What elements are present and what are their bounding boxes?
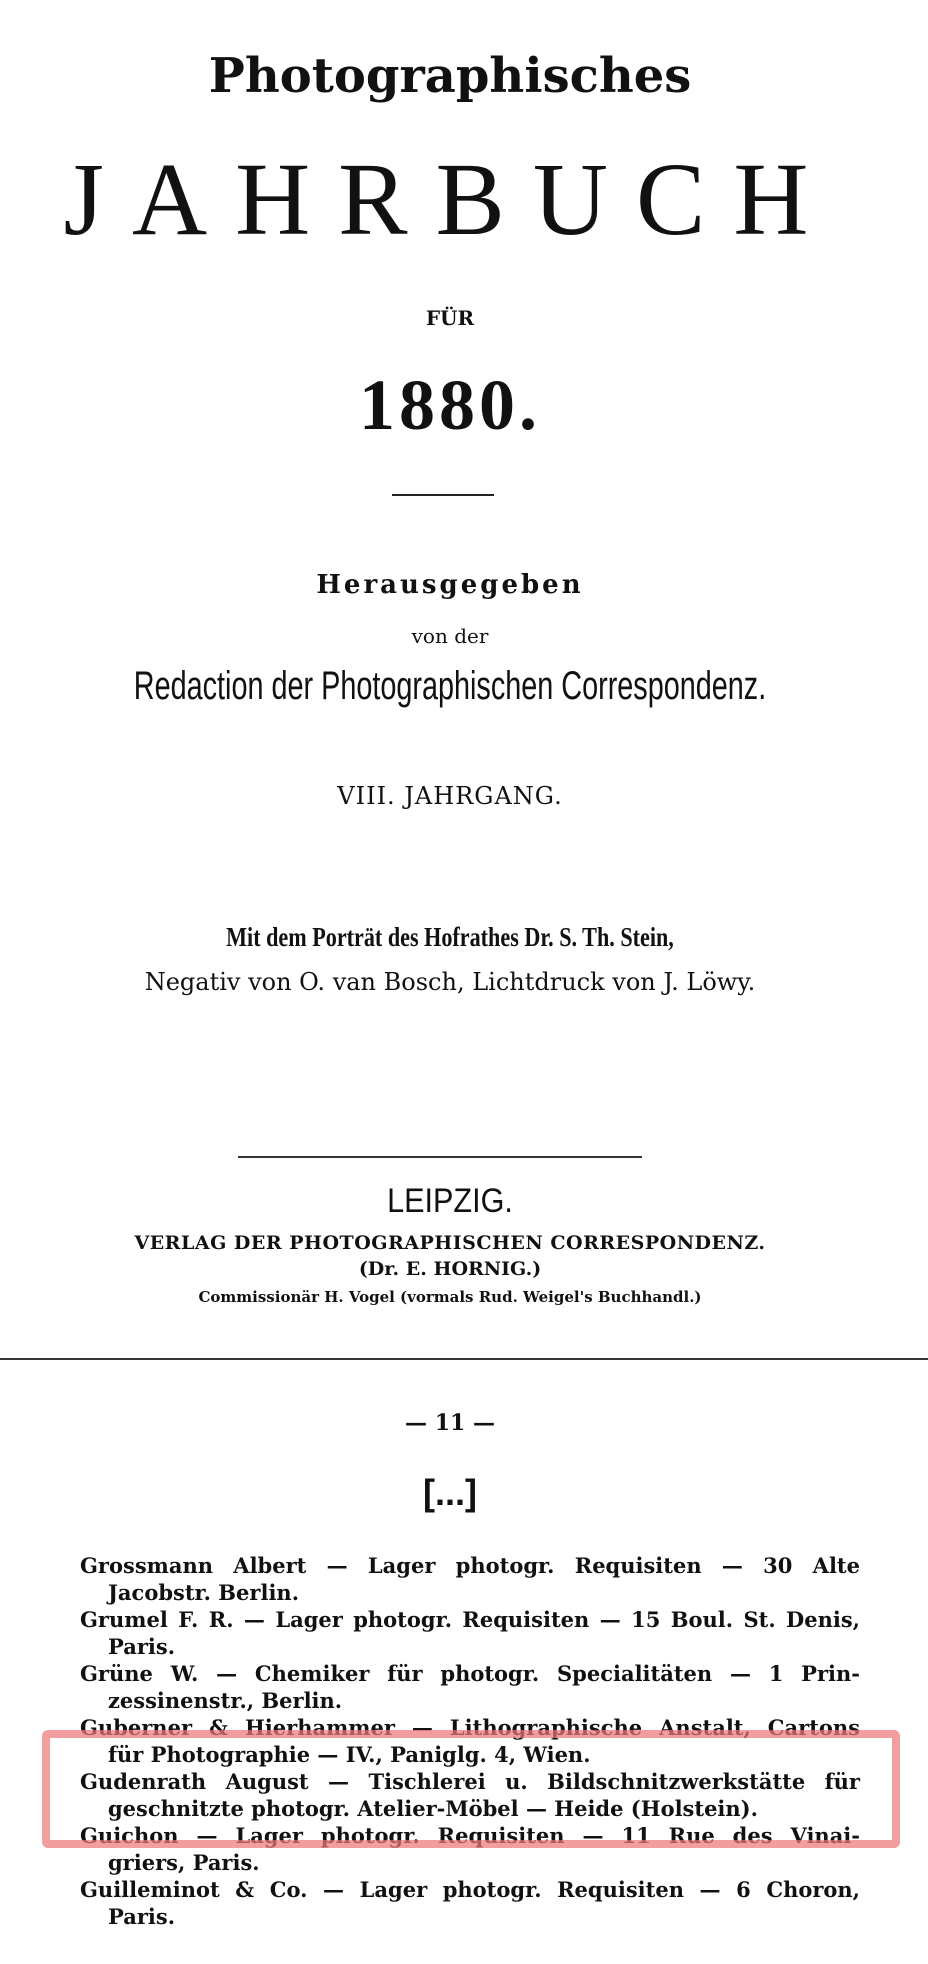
entry-line: Guberner & Hierhammer — Lithographische Anstalt, Cartons (80, 1715, 860, 1740)
portrait-note: Mit dem Porträt des Hofrathes Dr. S. Th. Stein, (226, 922, 674, 952)
commission-note: Commissionär H. Vogel (vormals Rud. Weigel's Buchhandl.) (198, 1288, 702, 1306)
entry-line: Grossmann Albert — Lager photogr. Requisiten — 30 Alte (80, 1553, 860, 1578)
entry-continuation: Paris. (108, 1904, 176, 1929)
list-item (80, 1552, 860, 1606)
published-by-label: Herausgegeben (316, 570, 584, 600)
list-item (80, 1876, 860, 1930)
publisher-owner: (Dr. E. HORNIG.) (358, 1258, 542, 1280)
entry-line: Guichon — Lager photogr. Requisiten — 11 Rue des Vinai- (80, 1823, 860, 1848)
entry-continuation: Paris. (108, 1634, 176, 1659)
divider-short (392, 494, 494, 496)
entry-continuation: Jacobstr. Berlin. (108, 1580, 300, 1605)
year: 1880. (359, 365, 541, 445)
subtitle-photographisches: Photographisches (208, 48, 692, 104)
page-separator (0, 1358, 928, 1360)
entry-line: Guilleminot & Co. — Lager photogr. Requisiten — 6 Choron, (80, 1877, 860, 1902)
volume-label: VIII. JAHRGANG. (337, 782, 563, 810)
entry-line: Grumel F. R. — Lager photogr. Requisiten — 15 Boul. St. Denis, (80, 1607, 860, 1632)
divider-long (238, 1156, 642, 1158)
city: LEIPZIG. (387, 1182, 513, 1220)
entry-line: Gudenrath August — Tischlerei u. Bildschnitzwerkstätte für (80, 1769, 860, 1794)
editor-name: Redaction der Photographischen Correspondenz. (133, 664, 767, 708)
page-number: — 11 — (405, 1410, 495, 1436)
highlight-box (42, 1730, 900, 1848)
omission-marker: [...] (423, 1472, 477, 1513)
from-label: von der (411, 624, 489, 648)
entry-continuation: geschnitzte photogr. Atelier-Möbel — Heide (Holstein). (108, 1796, 758, 1821)
for-label: FÜR (425, 306, 475, 330)
list-item (80, 1660, 860, 1714)
photo-credit: Negativ von O. van Bosch, Lichtdruck von J. Löwy. (144, 968, 756, 996)
entry-line: Grüne W. — Chemiker für photogr. Specialitäten — 1 Prin- (80, 1661, 860, 1686)
list-item (80, 1606, 860, 1660)
entry-continuation: zessinenstr., Berlin. (108, 1688, 343, 1713)
page-title: JAHRBUCH (63, 142, 837, 257)
entry-continuation: für Photographie — IV., Paniglg. 4, Wien. (108, 1742, 591, 1767)
entry-continuation: griers, Paris. (108, 1850, 260, 1875)
publisher: VERLAG DER PHOTOGRAPHISCHEN CORRESPONDENZ. (134, 1232, 766, 1254)
